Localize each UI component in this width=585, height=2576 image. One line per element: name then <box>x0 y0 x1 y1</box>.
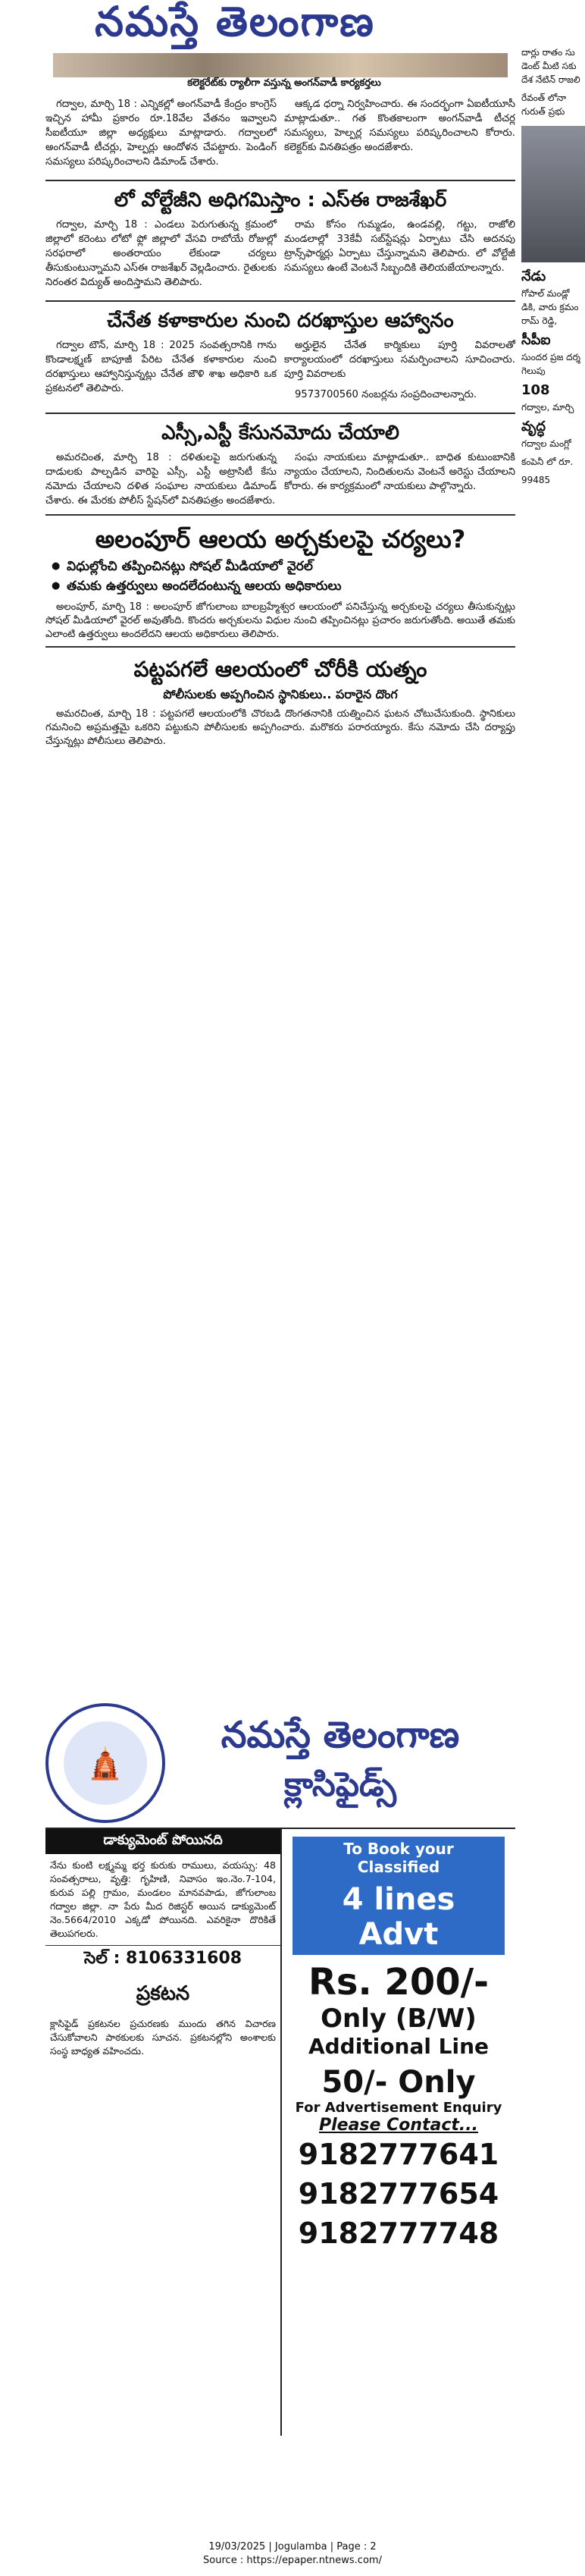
headline-alampur: అలంపూర్ ఆలయ అర్చకులపై చర్యలు? <box>95 525 466 554</box>
story-alampur <box>45 514 515 648</box>
booking-line: To Book your Classified <box>292 1837 504 1879</box>
strip-text: దార్లు రాతం సు డెంట్ మీటి సకు దేశ నేటిన్ రాజలి <box>521 47 580 85</box>
strip-text: 99485 <box>521 475 551 485</box>
booking-line: Only (B/W) <box>321 2003 477 2034</box>
booking-line: 4 lines Advt <box>292 1879 504 1955</box>
theft-bullet: పోలీసులకు అప్పగించిన స్థానికులు.. పరారైన దొంగ <box>163 687 398 701</box>
booking-info <box>282 1829 515 2436</box>
story-text: రామ కోసం గుమ్మడం, ఉండవల్లి, గట్టు, రాజోలి మండలాల్లో 33కేవీ సబ్‌స్టేషన్లు ఏర్పాటు చేసి అదనపు ట్రాన్స్‌ఫార్మర్లు ఏర్పాటు చేస్తున్నామని తెలిపారు. లో వోల్టేజీ సమస్యలు ఉంటే వెంటనే సిబ్బందికి తెలియజేయాలన్నారు. <box>284 219 515 274</box>
footer-edition: 19/03/2025 | Jogulamba | Page : 2 <box>208 2541 377 2552</box>
divider <box>45 300 515 302</box>
story-text: అలంపూర్, మార్చి 18 : అలంపూర్ జోగులాంబ బాలబ్రహ్మేశ్వర ఆలయంలో పనిచేస్తున్న అర్చకులపై చర్యలు తీసుకున్నట్లు సోషల్ మీడియాలో వైరల్ అవుతోంది. కొందరు అర్చకులను విధుల నుంచి తప్పించినట్లు ప్రచారం జరుగుతోంది. అయితే తమకు ఎలాంటి ఉత్తర్వులు అందలేదని ఆలయ అధికారులు తెలిపారు. <box>45 601 515 640</box>
deity-icon: 🛕 <box>64 1721 147 1805</box>
masthead-logo: నమస్తే తెలంగాణ <box>95 0 375 45</box>
page-footer <box>0 2540 585 2568</box>
story-anganwadi <box>45 97 515 175</box>
booking-price: Rs. 200/- <box>308 1961 490 2003</box>
photo-caption: కలెక్టరేట్‌కు ర్యాలీగా వస్తున్న అంగన్‌వాడీ కార్యకర్తలు <box>187 77 381 89</box>
classified-title-paper: నమస్తే తెలంగాణ <box>221 1714 460 1756</box>
headline-temple-theft: పట్టపగలే ఆలయంలో చోరీకి యత్నం <box>133 657 427 682</box>
headline-low-voltage: లో వోల్టేజీని అధిగమిస్తాం : ఎస్ఈ రాజశేఖర్ <box>114 189 447 212</box>
ad-phone: సెల్ : 8106331608 <box>45 1945 280 1975</box>
footer-source: Source : https://epaper.ntnews.com/ <box>203 2555 382 2566</box>
story-column <box>284 338 515 408</box>
divider <box>45 413 515 414</box>
strip-text: కంపెనీ లో రూ. <box>521 457 574 467</box>
story-column <box>45 450 277 514</box>
strip-text: రేవంత్ లోనా గురుత్ ప్రభు <box>521 93 567 117</box>
ad-text: క్లాసిఫైడ్ ప్రకటనల ప్రచురణకు ముందు తగిన విచారణ చేసుకోవాలని పాఠకులకు సూచన. ప్రకటనల్లోని అంశాలకు సంస్థ బాధ్యత వహించదు. <box>50 2018 276 2057</box>
classified-section <box>45 1699 515 2457</box>
headline-sc-st-case: ఎస్సీ,ఎస్టీ కేసునమోదు చేయాలి <box>161 422 399 444</box>
headline-handloom: చేనేత కళాకారుల నుంచి దరఖాస్తుల ఆహ్వానం <box>107 309 454 332</box>
story-column <box>45 218 277 296</box>
alampur-bullets <box>67 557 515 596</box>
story-phone: 9573700560 నంబర్లను సంప్రదించాలన్నారు. <box>295 389 477 400</box>
story-column <box>45 338 277 408</box>
divider <box>45 180 515 181</box>
ad-text: నేను కుంటి లక్ష్మమ్మ భర్త కురుకు రాములు, వయస్సు: 48 సంవత్సరాలు, వృత్తి: గృహిణి, నివాసం ఇం.నెం.7-104, కురువ పల్లి గ్రామం, మండలం మానవపాడు, జోగులాంబ గద్వాల జిల్లా. నా పేరు మీద రిజిస్టర్ అయిన డాక్యుమెంట్ నెం.5664/2010 ఎక్కడో పోయినది. ఎవరికైనా దొరికితే తెలుపగలరు. <box>50 1859 276 1939</box>
bullet-item: ● విధుల్లోంచి తప్పించినట్లు సోషల్ మీడియాలో వైరల్ <box>67 557 515 576</box>
booking-price: 50/- Only <box>321 2065 476 2100</box>
story-sc-st <box>45 450 515 514</box>
story-handloom <box>45 338 515 408</box>
classified-title <box>165 1714 515 1812</box>
ad-heading: ప్రకటన <box>136 1982 190 2005</box>
booking-phone: 9182777748 <box>298 2217 499 2250</box>
strip-text: గద్వాల, మార్చి <box>521 402 574 413</box>
right-column-strip <box>521 45 585 2548</box>
booking-line: Please Contact... <box>318 2116 479 2135</box>
classified-title-word: క్లాసిఫైడ్స్ <box>284 1765 396 1804</box>
story-text: గద్వాల టౌన్, మార్చి 18 : 2025 సంవత్సరానికి గాను కొండాలక్ష్మణ్ బాపూజీ పేరిట చేనేత కళాకారుల నుంచి దరఖాస్తులు ఆహ్వానిస్తున్నట్లు చేనేత జౌళి శాఖ అధికారి ఒక ప్రకటనలో తెలిపారు. <box>45 340 277 394</box>
story-column <box>284 97 515 175</box>
bullet-item: ● తమకు ఉత్తర్వులు అందలేదంటున్న ఆలయ అధికారులు <box>67 576 515 596</box>
story-text: ఆక్కడ ధర్నా నిర్వహించారు. ఈ సందర్భంగా ఏఐటీయూసీ మాట్లాడుతూ.. గత కొంతకాలంగా అంగన్‌వాడీ టీచర్ల సమస్యలు, హెల్పర్ల సమస్యలు పరిష్కరించాలని కోరారు. కలెక్టర్‌కు వినతిపత్రం అందజేశారు. <box>284 99 515 153</box>
story-column <box>45 97 277 175</box>
strip-headline: సీపీఐ <box>521 332 551 348</box>
classified-seal-logo <box>45 1703 165 1823</box>
story-text: గద్వాల, మార్చి 18 : ఎండలు పెరుగుతున్న క్రమంలో జిల్లాలో కరెంటు లోటో ఫ్లో జిల్లాలో వేసవి రాబోయే రోజుల్లో సరఫరాలో అంతరాయం లేకుండా చర్యలు తీసుకుంటున్నామని ఎస్ఈ రాజశేఖర్ వెల్లడించారు. రైతులకు నిరంతర విద్యుత్ అందిస్తామని తెలిపారు. <box>45 219 277 288</box>
classified-body <box>45 1829 515 2436</box>
story-text: అర్హులైన చేనేత కార్మికులు పూర్తి వివరాలతో కార్యాలయంలో దరఖాస్తులు సమర్పించాలని సూచించారు. పూర్తి వివరాలకు <box>284 340 515 380</box>
classified-header <box>45 1699 515 1829</box>
booking-phone: 9182777641 <box>298 2138 499 2171</box>
person-photo <box>521 126 585 262</box>
story-column <box>284 450 515 514</box>
booking-line: Additional Line <box>308 2034 490 2059</box>
strip-text: గోపాల్ మండ్లో డికి, వారు క్రమం రామ్ రెడ్డి, <box>521 288 579 326</box>
strip-headline: నేడు <box>521 268 546 284</box>
protest-photo <box>53 53 508 77</box>
masthead <box>45 0 424 53</box>
ad-heading: డాక్యుమెంట్ పోయినది <box>45 1829 280 1854</box>
strip-text: సుందర ప్రజ దర్శ గెలుపు <box>521 352 580 376</box>
strip-headline: వృద్ధ <box>521 419 546 435</box>
booking-phone: 9182777654 <box>298 2177 499 2210</box>
story-text: అమరచింత, మార్చి 18 : పట్టపగలే ఆలయంలోకి చొరబడి దొంగతనానికి యత్నించిన ఘటన చోటుచేసుకుంది. స్థానికులు గమనించి అప్రమత్తమై ఒకరిని పట్టుకుని పోలీసులకు అప్పగించారు. మరొకరు పరారయ్యారు. కేసు నమోదు చేసి దర్యాప్తు చేస్తున్నట్లు పోలీసులు తెలిపారు. <box>45 708 515 747</box>
strip-text: గద్వాల మంగ్లో <box>521 438 571 449</box>
strip-headline: 108 <box>521 382 550 398</box>
story-text: గద్వాల, మార్చి 18 : ఎన్నికల్లో అంగన్‌వాడీ కేంద్రం కాంగ్రెస్ ఇచ్చిన హామీ ప్రకారం రూ.18వేల వేతనం ఇవ్వాలని సీఐటీయూ జిల్లా అధ్యక్షులు మాట్లాడారు. గద్వాలలో అంగన్‌వాడీ టీచర్లు, హెల్పర్లు ఆందోళన చేపట్టారు. పెండింగ్ సమస్యలు పరిష్కరించాలని డిమాండ్ చేశారు. <box>45 99 277 168</box>
booking-line: For Advertisement Enquiry <box>295 2100 502 2116</box>
story-text: సంఘ నాయకులు మాట్లాడుతూ.. బాధిత కుటుంబానికి న్యాయం చేయాలని, నిందితులను వెంటనే అరెస్టు చేయాలని కోరారు. ఈ కార్యక్రమంలో నాయకులు పాల్గొన్నారు. <box>284 452 515 492</box>
story-low-voltage <box>45 218 515 296</box>
classified-ads-list <box>45 1829 282 2436</box>
story-text: అమరచింత, మార్చి 18 : దళితులపై జరుగుతున్న దాడులకు పాల్పడిన వారిపై ఎస్సీ, ఎస్టీ అట్రాసిటీ కేసు నమోదు చేయాలని దళిత సంఘాల నాయకులు డిమాండ్ చేశారు. ఈ మేరకు పోలీస్ స్టేషన్‌లో వినతిపత్రం అందజేశారు. <box>45 452 277 507</box>
story-column <box>284 218 515 296</box>
main-content <box>45 97 515 748</box>
